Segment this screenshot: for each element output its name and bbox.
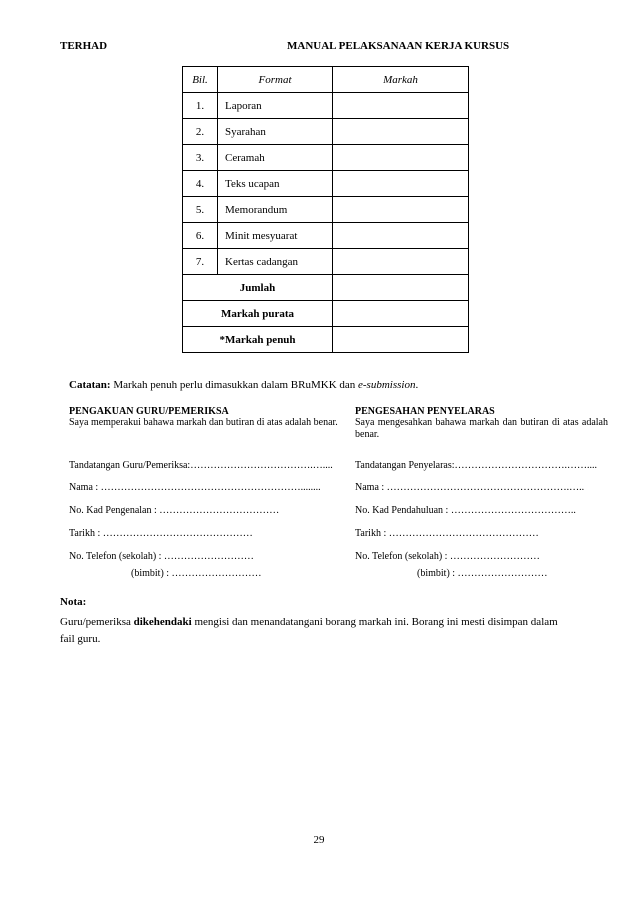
- signature-field: Tandatangan Penyelaras:…………………………….……....: [355, 460, 598, 471]
- ic-field: No. Kad Pendahuluan : ………………………………..: [355, 505, 576, 516]
- page-number: 29: [313, 834, 325, 846]
- row-format: Memorandum: [218, 197, 333, 223]
- penuh-cell: [333, 327, 469, 353]
- row-no: 7.: [183, 249, 218, 275]
- row-format: Teks ucapan: [218, 171, 333, 197]
- table-row: [183, 145, 469, 171]
- jumlah-row: [183, 275, 469, 301]
- penuh-row: [183, 327, 469, 353]
- col-bil-header: Bil.: [183, 67, 218, 93]
- table-row: [183, 119, 469, 145]
- nota-text-after: mengisi dan menandatangani borang markah ini. Borang ini mesti disimpan dalam fail guru.: [60, 616, 558, 645]
- header-right: MANUAL PELAKSANAAN KERJA KURSUS: [287, 40, 510, 52]
- phone-school-field: No. Telefon (sekolah) : ………………………: [355, 551, 540, 562]
- purata-cell: [333, 301, 469, 327]
- row-format: Ceramah: [218, 145, 333, 171]
- pengakuan-text: Saya memperakui bahawa markah dan butiran di atas adalah benar.: [69, 417, 338, 428]
- header-left: TERHAD: [60, 40, 108, 52]
- pengesahan-title: PENGESAHAN PENYELARAS: [355, 406, 495, 417]
- pengakuan-section: [69, 406, 340, 429]
- row-format: Syarahan: [218, 119, 333, 145]
- name-field: Nama : ……………………………………………….…..: [355, 482, 585, 493]
- name-field: Nama : ……………………………………………………........: [69, 482, 321, 493]
- nota-text-before: Guru/pemeriksa: [60, 616, 134, 628]
- catatan-italic: e-submission: [358, 379, 416, 391]
- row-format: Laporan: [218, 93, 333, 119]
- row-markah-cell: [333, 93, 469, 119]
- row-no: 2.: [183, 119, 218, 145]
- signature-field: Tandatangan Guru/Pemeriksa:……………………………….…....: [69, 460, 333, 471]
- table-row: [183, 197, 469, 223]
- catatan-text: Markah penuh perlu dimasukkan dalam BRuMKK dan: [110, 379, 359, 391]
- jumlah-cell: [333, 275, 469, 301]
- purata-label: Markah purata: [183, 301, 333, 327]
- row-markah-cell: [333, 249, 469, 275]
- pengesahan-text: Saya mengesahkan bahawa markah dan butiran di atas adalah benar.: [355, 417, 608, 440]
- row-markah-cell: [333, 197, 469, 223]
- phone-mobile-field: (bimbit) : ………………………: [417, 568, 548, 579]
- phone-mobile-field: (bimbit) : ………………………: [131, 568, 262, 579]
- row-no: 3.: [183, 145, 218, 171]
- row-no: 5.: [183, 197, 218, 223]
- date-field: Tarikh : ………………………………………: [69, 528, 253, 539]
- nota-title: Nota:: [60, 596, 87, 608]
- col-format-header: Format: [218, 67, 333, 93]
- penuh-label: *Markah penuh: [183, 327, 333, 353]
- row-markah-cell: [333, 223, 469, 249]
- table-row: [183, 223, 469, 249]
- pengakuan-title: PENGAKUAN GURU/PEMERIKSA: [69, 406, 229, 417]
- ic-field: No. Kad Pengenalan : ………………………………: [69, 505, 280, 516]
- catatan-note: [69, 379, 418, 391]
- table-row: [183, 93, 469, 119]
- nota-text: [60, 614, 565, 648]
- row-no: 1.: [183, 93, 218, 119]
- row-format: Kertas cadangan: [218, 249, 333, 275]
- row-markah-cell: [333, 171, 469, 197]
- table-row: [183, 249, 469, 275]
- row-no: 6.: [183, 223, 218, 249]
- marks-table: [182, 66, 469, 353]
- row-markah-cell: [333, 119, 469, 145]
- catatan-label: Catatan:: [69, 379, 111, 391]
- table-row: [183, 171, 469, 197]
- row-markah-cell: [333, 145, 469, 171]
- jumlah-label: Jumlah: [183, 275, 333, 301]
- row-format: Minit mesyuarat: [218, 223, 333, 249]
- col-markah-header: Markah: [333, 67, 469, 93]
- nota-bold: dikehendaki: [133, 616, 192, 628]
- pengesahan-section: [355, 406, 608, 441]
- date-field: Tarikh : ………………………………………: [355, 528, 539, 539]
- phone-school-field: No. Telefon (sekolah) : ………………………: [69, 551, 254, 562]
- purata-row: [183, 301, 469, 327]
- row-no: 4.: [183, 171, 218, 197]
- catatan-end: .: [415, 379, 419, 391]
- table-header-row: [183, 67, 469, 93]
